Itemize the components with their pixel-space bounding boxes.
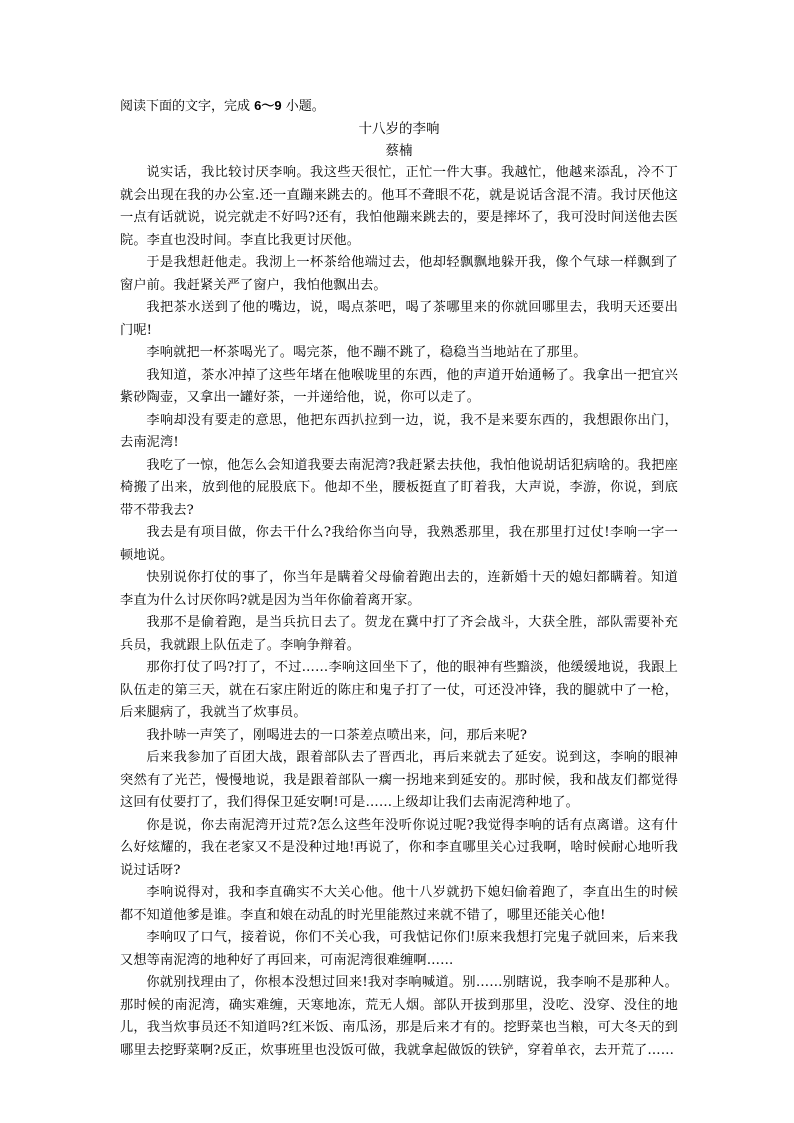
paragraph: 李响说得对，我和李直确实不大关心他。他十八岁就扔下媳妇偷着跑了，李直出生的时候都不知道他爹是谁。李直和娘在动乱的时光里能熬过来就不错了，哪里还能关心他! xyxy=(120,885,678,923)
question-range: 6～9 xyxy=(254,98,282,113)
paragraph: 我去是有项目做，你去干什么?我给你当向导，我熟悉那里，我在那里打过仗!李响一字一顿地说。 xyxy=(120,525,678,563)
paragraph: 我那不是偷着跑，是当兵抗日去了。贺龙在冀中打了齐会战斗，大获全胜，部队需要补充兵员，我就跟上队伍走了。李响争辩着。 xyxy=(120,615,678,653)
paragraph: 你就别找理由了，你根本没想过回来!我对李响喊道。别……别瞎说，我李响不是那种人。那时候的南泥湾，确实难缠，天寒地冻，荒无人烟。部队开拔到那里，没吃、没穿、没住的地儿，我当炊事员还不知道吗?红米饭、南瓜汤，那是后来才有的。挖野菜也当粮，可大冬天的到哪里去挖野菜啊?反正，炊事班里也没饭可做，我就拿起做饭的铁铲，穿着单衣，去开荒了…… xyxy=(120,975,678,1058)
paragraph: 后来我参加了百团大战，跟着部队去了晋西北，再后来就去了延安。说到这，李响的眼神突然有了光芒，慢慢地说，我是跟着部队一瘸一拐地来到延安的。那时候，我和战友们都觉得这回有仗要打了，我们得保卫延安啊!可是……上级却让我们去南泥湾种地了。 xyxy=(120,750,678,810)
instruction-prefix: 阅读下面的文字，完成 xyxy=(120,99,255,114)
paragraph: 我把茶水送到了他的嘴边，说，喝点茶吧，喝了茶哪里来的你就回哪里去，我明天还要出门呢! xyxy=(120,300,678,338)
paragraph: 李响却没有要走的意思，他把东西扒拉到一边，说，我不是来要东西的，我想跟你出门，去南泥湾! xyxy=(120,412,678,450)
instruction-suffix: 小题。 xyxy=(281,99,325,114)
article-body xyxy=(120,162,678,1062)
paragraph: 我扑哧一声笑了，刚喝进去的一口茶差点喷出来，问，那后来呢? xyxy=(146,727,528,743)
article-title: 十八岁的李响 xyxy=(358,121,440,137)
paragraph: 那你打仗了吗?打了，不过……李响这回坐下了，他的眼神有些黯淡，他缓缓地说，我跟上队伍走的第三天，就在石家庄附近的陈庄和鬼子打了一仗，可还没冲锋，我的腿就中了一枪，后来腿病了，我就当了炊事员。 xyxy=(120,660,678,720)
paragraph: 李响就把一杯茶喝光了。喝完茶，他不蹦不跳了，稳稳当当地站在了那里。 xyxy=(146,345,587,360)
paragraph: 李响叹了口气，接着说，你们不关心我，可我惦记你们!原来我想打完鬼子就回来，后来我又想等南泥湾的地种好了再回来，可南泥湾很难缠啊…… xyxy=(120,930,678,968)
paragraph: 我吃了一惊，他怎么会知道我要去南泥湾?我赶紧去扶他，我怕他说胡话犯病啥的。我把座椅搬了出来，放到他的屁股底下。他却不坐，腰板挺直了盯着我，大声说，李游，你说，到底带不带我去? xyxy=(120,457,678,518)
article-author: 蔡楠 xyxy=(385,143,413,159)
paragraph: 我知道，茶水冲掉了这些年堵在他喉咙里的东西，他的声道开始通畅了。我拿出一把宜兴紫砂陶壶，又拿出一罐好茶，一并递给他，说，你可以走了。 xyxy=(120,367,678,405)
paragraph: 快别说你打仗的事了，你当年是瞒着父母偷着跑出去的，连新婚十天的媳妇都瞒着。知道李直为什么讨厌你吗?就是因为当年你偷着离开家。 xyxy=(120,570,678,608)
question-instruction xyxy=(120,95,678,118)
paragraph: 你是说，你去南泥湾开过荒?怎么这些年没听你说过呢?我觉得李响的话有点离谱。这有什么好炫耀的，我在老家又不是没种过地!再说了，你和李直哪里关心过我啊，啥时候耐心地听我说过话呀? xyxy=(120,817,678,878)
document-page xyxy=(120,95,678,1062)
paragraph: 于是我想赶他走。我沏上一杯茶给他端过去，他却轻飘飘地躲开我，像个气球一样飘到了窗户前。我赶紧关严了窗户，我怕他飘出去。 xyxy=(120,255,678,293)
paragraph: 说实话，我比较讨厌李响。我这些天很忙，正忙一件大事。我越忙，他越来添乱，冷不丁就会出现在我的办公室.还一直蹦来跳去的。他耳不聋眼不花，就是说话含混不清。我讨厌他这一点有话就说，说完就走不好吗?还有，我怕他蹦来跳去的，要是摔坏了，我可没时间送他去医院。李直也没时间。李直比我更讨厌他。 xyxy=(120,165,678,248)
